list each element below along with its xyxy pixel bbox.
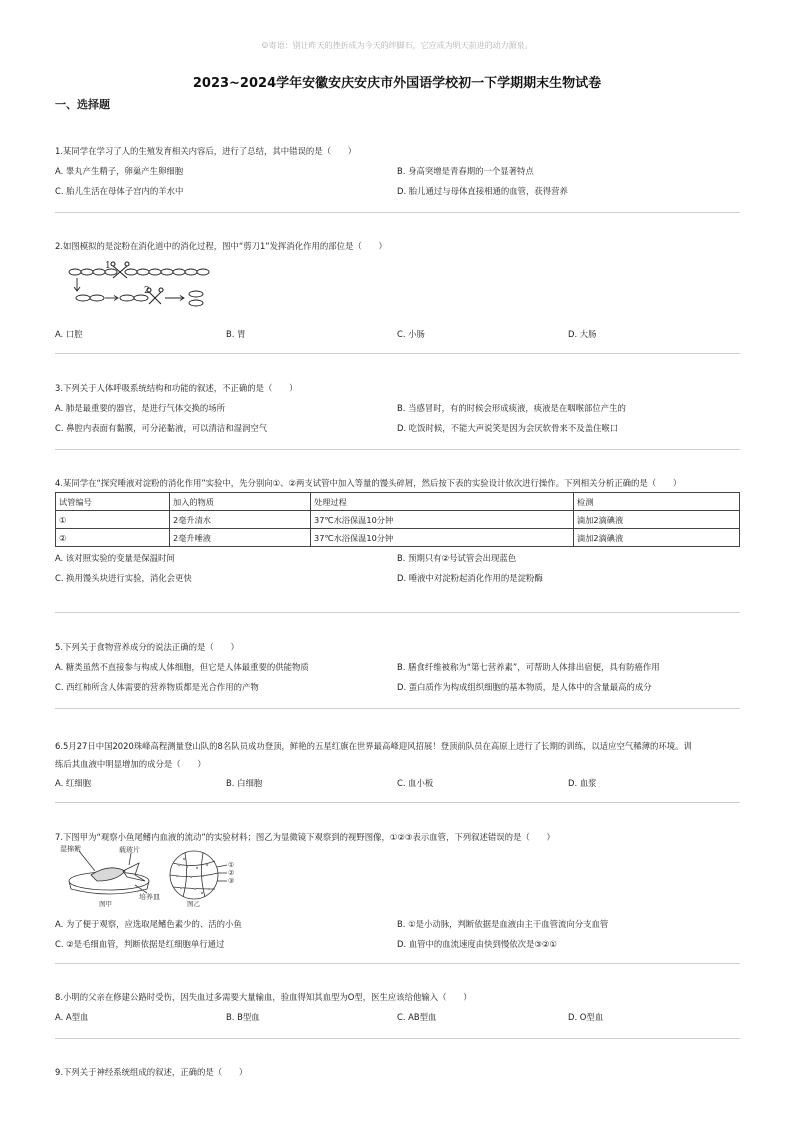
question-stem: 7.下图甲为“观察小鱼尾鳍内血液的流动”的实验材料；图乙为显微镜下观察到的视野图像，①②③表示血管，下列叙述错误的是（ ） xyxy=(55,832,555,842)
question-6 xyxy=(55,737,740,797)
option-d[interactable]: D. 血管中的血流速度由快到慢依次是③②① xyxy=(397,939,557,949)
option-a[interactable]: A. 红细胞 xyxy=(55,778,92,788)
scissors-2-label: 2 xyxy=(144,286,150,296)
option-c[interactable]: C. 换用馒头块进行实验，消化会更快 xyxy=(55,573,192,583)
divider xyxy=(55,212,740,213)
divider xyxy=(55,708,740,709)
option-d[interactable]: D. 大肠 xyxy=(568,329,597,339)
option-d[interactable]: D. 吃饭时候，不能大声说笑是因为会厌软骨来不及盖住喉口 xyxy=(397,423,619,433)
table-row xyxy=(56,529,740,547)
table-cell: 37℃水浴保温10分钟 xyxy=(311,511,574,529)
option-d[interactable]: D. 血浆 xyxy=(568,778,597,788)
page-title: 2023~2024学年安徽安庆安庆市外国语学校初一下学期期末生物试卷 xyxy=(192,76,602,91)
table-cell: ② xyxy=(56,529,170,547)
option-a[interactable]: A. 口腔 xyxy=(55,329,83,339)
option-b[interactable]: B. 胃 xyxy=(226,329,246,339)
question-stem xyxy=(55,737,740,773)
table-cell: 2毫升唾液 xyxy=(170,529,311,547)
table-header-cell: 检测 xyxy=(574,493,740,511)
table-header-row xyxy=(56,493,740,511)
question-7 xyxy=(55,831,740,949)
option-b[interactable]: B. 白细胞 xyxy=(226,778,263,788)
option-b[interactable]: B. ①是小动脉，判断依据是血液由主干血管流向分支血管 xyxy=(397,919,609,929)
question-5 xyxy=(55,641,740,701)
option-c[interactable]: C. 小肠 xyxy=(397,329,425,339)
question-stem: 8.小明的父亲在修建公路时受伤，因失血过多需要大量输血，验血得知其血型为O型，医生应该给他输入（ ） xyxy=(55,992,472,1002)
question-4 xyxy=(55,477,740,592)
table-cell: 滴加2滴碘液 xyxy=(574,529,740,547)
figure-b-caption: 图乙 xyxy=(187,900,200,907)
divider xyxy=(55,612,740,613)
table-header-cell: 试管编号 xyxy=(56,493,170,511)
option-c[interactable]: C. 西红柿所含人体需要的营养物质都是光合作用的产物 xyxy=(55,682,259,692)
question-stem: 5.下列关于食物营养成分的说法正确的是（ ） xyxy=(55,642,239,652)
option-c[interactable]: C. ②是毛细血管，判断依据是红细胞单行通过 xyxy=(55,939,225,949)
question-stem: 3.下列关于人体呼吸系统结构和功能的叙述，不正确的是（ ） xyxy=(55,383,298,393)
option-d[interactable]: D. O型血 xyxy=(568,1012,604,1022)
question-stem-line: 6.5月27日中国2020珠峰高程测量登山队的8名队员成功登顶，鲜艳的五星红旗在世界最高峰迎风招展！登顶前队员在高原上进行了长期的训练，以适应空气稀薄的环境。训 xyxy=(55,741,692,751)
table-header-cell: 加入的物质 xyxy=(170,493,311,511)
option-b[interactable]: B. 预期只有②号试管会出现蓝色 xyxy=(397,553,517,563)
scissors-1-label: 1 xyxy=(105,261,111,271)
question-stem-line: 练后其血液中明显增加的成分是（ ） xyxy=(55,759,206,769)
option-b[interactable]: B. 当感冒时，有的时候会形成痰液，痰液是在咽喉部位产生的 xyxy=(397,403,626,413)
vessel-3-label: ③ xyxy=(228,877,235,885)
table-cell: 2毫升清水 xyxy=(170,511,311,529)
divider xyxy=(55,963,740,964)
petri-dish-label: 培养皿 xyxy=(139,893,160,901)
option-a[interactable]: A. 糖类虽然不直接参与构成人体细胞，但它是人体最重要的供能物质 xyxy=(55,662,309,672)
vessel-1-label: ① xyxy=(228,861,235,869)
table-cell: ① xyxy=(56,511,170,529)
vessel-2-label: ② xyxy=(228,869,235,877)
option-c[interactable]: C. 胎儿生活在母体子宫内的羊水中 xyxy=(55,186,184,196)
divider xyxy=(55,1038,740,1039)
question-stem: 1.某同学在学习了人的生殖发育相关内容后，进行了总结，其中错误的是（ ） xyxy=(55,146,357,156)
table-row xyxy=(56,511,740,529)
divider xyxy=(55,353,740,354)
question-9 xyxy=(55,1066,740,1078)
figure-a-caption: 图甲 xyxy=(99,900,112,907)
section-heading: 一、选择题 xyxy=(55,98,110,111)
table-cell: 37℃水浴保温10分钟 xyxy=(311,529,574,547)
fish-tail-figure xyxy=(57,845,257,907)
option-a[interactable]: A. 该对照实验的变量是保温时间 xyxy=(55,553,175,563)
option-b[interactable]: B. B型血 xyxy=(226,1012,260,1022)
option-b[interactable]: B. 身高突增是青春期的一个显著特点 xyxy=(397,166,534,176)
divider xyxy=(55,802,740,803)
question-stem: 2.如图模拟的是淀粉在消化道中的消化过程，图中“剪刀1”发挥消化作用的部位是（ ） xyxy=(55,241,387,251)
wet-cotton-label: 湿棉絮 xyxy=(60,845,81,853)
option-d[interactable]: D. 胎儿通过与母体直接相通的血管，获得营养 xyxy=(397,186,568,196)
option-c[interactable]: C. 血小板 xyxy=(397,778,434,788)
option-a[interactable]: A. 为了便于观察，应选取尾鳍色素少的、活的小鱼 xyxy=(55,919,242,929)
question-8 xyxy=(55,991,740,1031)
question-stem: 4.某同学在“探究唾液对淀粉的消化作用”实验中，先分别向①、②两支试管中加入等量的馒头碎屑，然后按下表的实验设计依次进行操作。下列相关分析正确的是（ ） xyxy=(55,478,682,488)
motto-text: ☺寄语：别让昨天的挫折成为今天的绊脚石，它应成为明天前进的动力源泉。 xyxy=(261,41,533,50)
question-3 xyxy=(55,382,740,442)
table-cell: 滴加2滴碘液 xyxy=(574,511,740,529)
starch-digestion-figure xyxy=(65,258,225,318)
option-c[interactable]: C. AB型血 xyxy=(397,1012,437,1022)
option-c[interactable]: C. 鼻腔内表面有黏膜，可分泌黏液，可以清洁和湿润空气 xyxy=(55,423,268,433)
question-1 xyxy=(55,145,740,205)
divider xyxy=(55,449,740,450)
option-a[interactable]: A. 睾丸产生精子，卵巢产生卵细胞 xyxy=(55,166,184,176)
option-a[interactable]: A. 肺是最重要的器官，是进行气体交换的场所 xyxy=(55,403,226,413)
option-b[interactable]: B. 膳食纤维被称为“第七营养素”，可帮助人体排出宿便，具有防癌作用 xyxy=(397,662,660,672)
option-a[interactable]: A. A型血 xyxy=(55,1012,89,1022)
question-2 xyxy=(55,240,740,339)
experiment-table xyxy=(55,492,740,547)
option-d[interactable]: D. 蛋白质作为构成组织细胞的基本物质，是人体中的含量最高的成分 xyxy=(397,682,652,692)
question-stem: 9.下列关于神经系统组成的叙述，正确的是（ ） xyxy=(55,1067,248,1077)
slide-label: 载玻片 xyxy=(119,846,140,854)
option-d[interactable]: D. 唾液中对淀粉起消化作用的是淀粉酶 xyxy=(397,573,543,583)
table-header-cell: 处理过程 xyxy=(311,493,574,511)
